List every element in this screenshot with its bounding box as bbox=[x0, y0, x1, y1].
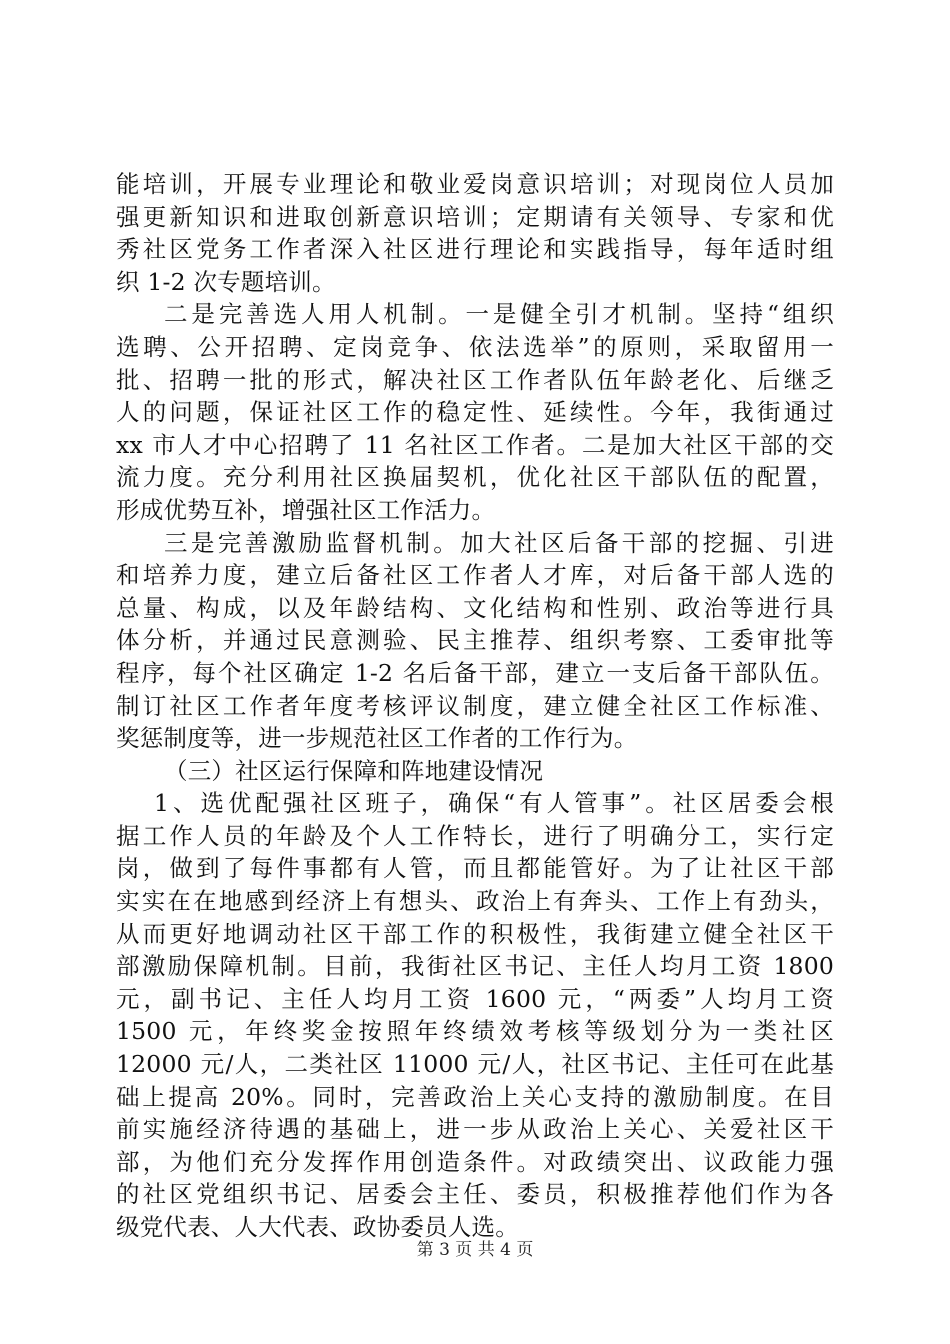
paragraph-start-line: 三是完善激励监督机制。加大社区后备干部的挖掘、引进 bbox=[164, 528, 834, 557]
text-line: 程序，每个社区确定 1-2 名后备干部，建立一支后备干部队伍。 bbox=[116, 658, 834, 687]
text-line: 奖惩制度等，进一步规范社区工作者的工作行为。 bbox=[116, 724, 638, 753]
text-line: 部，为他们充分发挥作用创造条件。对政绩突出、议政能力强 bbox=[116, 1147, 834, 1176]
text-line: 强更新知识和进取创新意识培训；定期请有关领导、专家和优 bbox=[116, 202, 834, 231]
body-text bbox=[116, 168, 834, 1244]
text-line: 的社区党组织书记、居委会主任、委员，积极推荐他们作为各 bbox=[116, 1180, 834, 1209]
text-line: 1500 元，年终奖金按照年终绩效考核等级划分为一类社区 bbox=[116, 1017, 834, 1046]
text-line: 元，副书记、主任人均月工资 1600 元，“两委”人均月工资 bbox=[116, 984, 834, 1013]
text-line: 和培养力度，建立后备社区工作者人才库，对后备干部人选的 bbox=[116, 561, 834, 590]
text-line: 级党代表、人大代表、政协委员人选。 bbox=[116, 1213, 519, 1241]
text-line: 选聘、公开招聘、定岗竞争、依法选举”的原则，采取留用一 bbox=[116, 332, 834, 361]
paragraph-start-line: 1、选优配强社区班子，确保“有人管事”。社区居委会根 bbox=[154, 789, 834, 818]
text-line: 能培训，开展专业理论和敬业爱岗意识培训；对现岗位人员加 bbox=[116, 170, 834, 198]
section-heading: （三）社区运行保障和阵地建设情况 bbox=[164, 756, 544, 785]
text-line: 体分析，并通过民意测验、民主推荐、组织考察、工委审批等 bbox=[116, 626, 834, 655]
text-line: xx 市人才中心招聘了 11 名社区工作者。二是加大社区干部的交 bbox=[116, 430, 834, 459]
text-line: 流力度。充分利用社区换届契机，优化社区干部队伍的配置， bbox=[116, 463, 834, 492]
text-line: 岗，做到了每件事都有人管，而且都能管好。为了让社区干部 bbox=[116, 854, 834, 883]
text-line: 从而更好地调动社区干部工作的积极性，我街建立健全社区干 bbox=[116, 919, 834, 948]
text-line: 础上提高 20%。同时，完善政治上关心支持的激励制度。在目 bbox=[116, 1082, 834, 1111]
text-line: 总量、构成，以及年龄结构、文化结构和性别、政治等进行具 bbox=[116, 593, 834, 622]
text-line: 织 1-2 次专题培训。 bbox=[116, 267, 336, 296]
text-line: 批、招聘一批的形式，解决社区工作者队伍年龄老化、后继乏 bbox=[116, 365, 834, 394]
text-line: 12000 元/人，二类社区 11000 元/人，社区书记、主任可在此基 bbox=[116, 1050, 834, 1079]
text-line: 前实施经济待遇的基础上，进一步从政治上关心、关爱社区干 bbox=[116, 1115, 834, 1144]
text-line: 形成优势互补，增强社区工作活力。 bbox=[116, 495, 496, 524]
text-line: 据工作人员的年龄及个人工作特长，进行了明确分工，实行定 bbox=[116, 821, 834, 850]
text-line: 制订社区工作者年度考核评议制度，建立健全社区工作标准、 bbox=[116, 691, 834, 720]
text-line: 实实在在地感到经济上有想头、政治上有奔头、工作上有劲头， bbox=[116, 887, 834, 916]
text-line: 人的问题，保证社区工作的稳定性、延续性。今年，我街通过 bbox=[116, 398, 834, 427]
text-line: 秀社区党务工作者深入社区进行理论和实践指导，每年适时组 bbox=[116, 235, 834, 264]
text-line: 部激励保障机制。目前，我街社区书记、主任人均月工资 1800 bbox=[116, 952, 834, 981]
page-number-footer: 第 3 页 共 4 页 bbox=[416, 1240, 534, 1260]
paragraph-start-line: 二是完善选人用人机制。一是健全引才机制。坚持“组织 bbox=[164, 300, 834, 329]
